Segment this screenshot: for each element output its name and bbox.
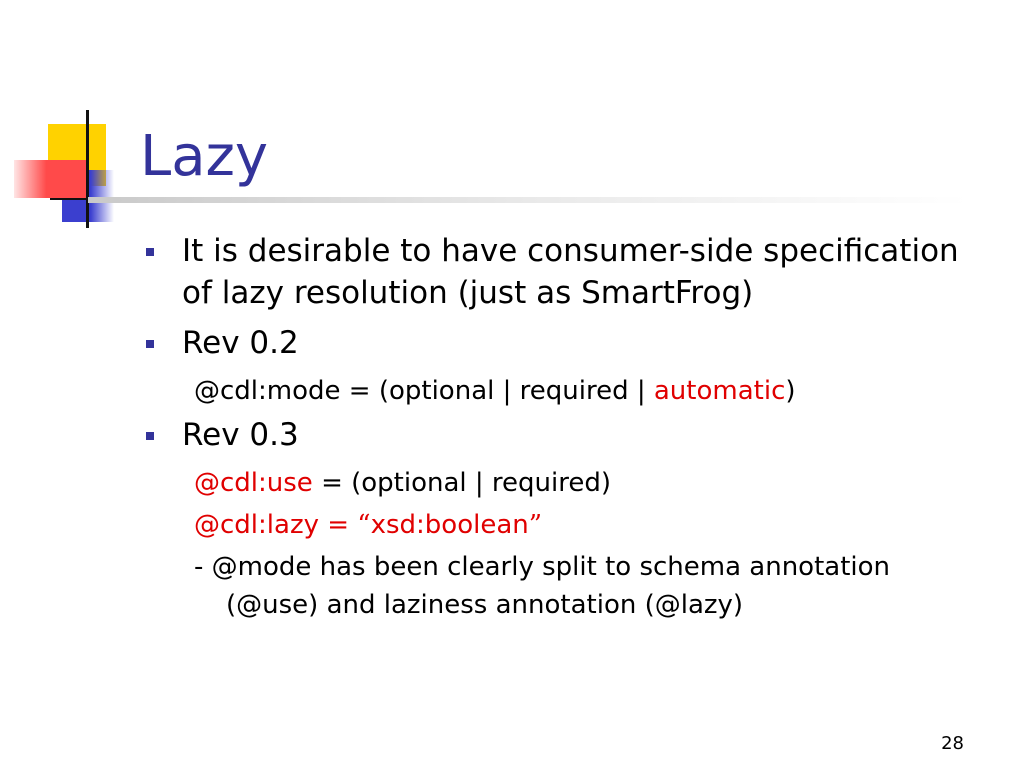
lazy-attribute: @cdl:lazy = <box>194 510 358 540</box>
slide-body <box>140 230 980 628</box>
bullet-rev-0-2 <box>140 322 980 364</box>
bullet-text: It is desirable to have consumer-side specification of lazy resolution (just as SmartFrog) <box>182 233 959 311</box>
sub-bullet-lazy <box>140 506 980 544</box>
open-quote: “ <box>357 510 371 540</box>
sub-bullet-mode <box>140 372 980 410</box>
square-bullet-icon <box>146 248 154 256</box>
page-number: 28 <box>941 733 964 754</box>
bullet-text: Rev 0.3 <box>182 417 299 453</box>
bullet-text: Rev 0.2 <box>182 325 299 361</box>
slide-title: Lazy <box>140 124 269 189</box>
close-quote: ” <box>528 510 543 540</box>
square-bullet-icon <box>146 432 154 440</box>
use-attribute: @cdl:use <box>194 468 313 498</box>
mode-text: @cdl:mode = (optional | required | <box>194 376 654 406</box>
logo-red-bar <box>14 160 86 198</box>
logo-vertical-line <box>86 110 89 228</box>
mode-close: ) <box>785 376 796 406</box>
title-underline <box>88 197 968 203</box>
use-values: = (optional | required) <box>312 468 612 498</box>
sub-bullet-use <box>140 464 980 502</box>
square-bullet-icon <box>146 340 154 348</box>
sub-bullet-note: - @mode has been clearly split to schema annotation (@use) and laziness annotation (@lazy) <box>194 552 891 620</box>
bullet-desirable <box>140 230 980 314</box>
lazy-value: xsd:boolean <box>370 510 529 540</box>
bullet-rev-0-3 <box>140 414 980 456</box>
automatic-keyword: automatic <box>653 376 786 406</box>
